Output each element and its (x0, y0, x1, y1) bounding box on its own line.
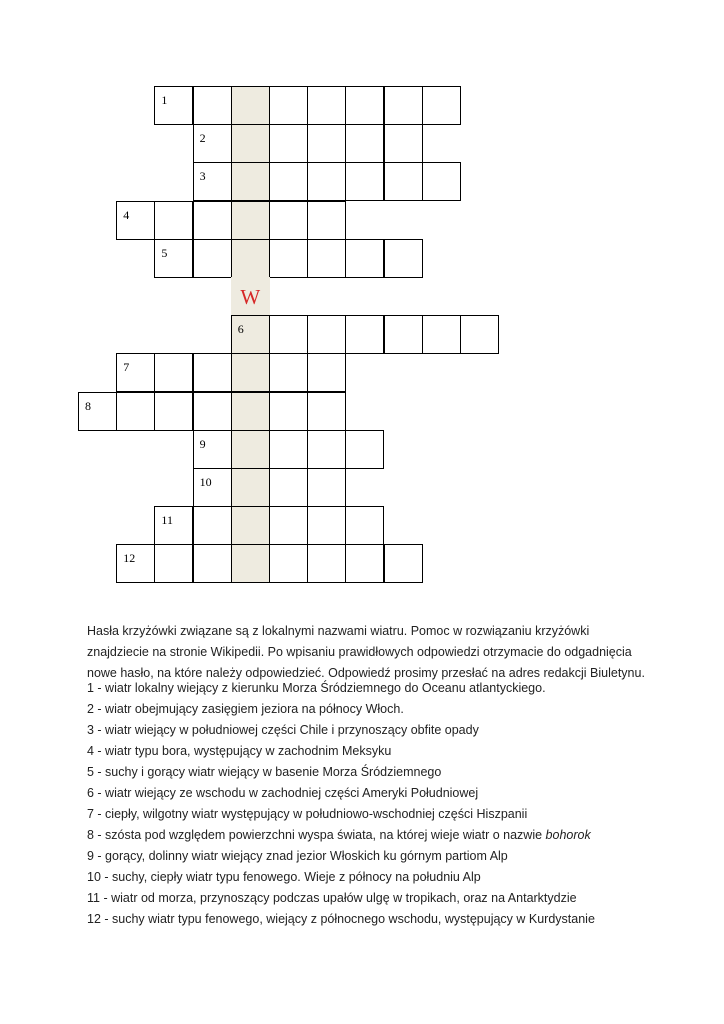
crossword-cell[interactable] (345, 315, 384, 354)
crossword-cell[interactable] (193, 353, 232, 392)
crossword-cell[interactable] (193, 392, 232, 431)
crossword-cell[interactable] (116, 201, 155, 240)
solution-cell[interactable] (231, 124, 270, 163)
solution-cell[interactable] (231, 353, 270, 392)
key-letter: W (240, 285, 261, 309)
crossword-cell[interactable] (307, 353, 346, 392)
crossword-cell[interactable] (307, 239, 346, 278)
crossword-cell[interactable] (193, 468, 232, 507)
crossword-cell[interactable] (422, 315, 461, 354)
crossword-cell[interactable] (345, 124, 384, 163)
clue-item (87, 825, 687, 846)
crossword-cell[interactable] (307, 468, 346, 507)
clue-italic-text: bohorok (545, 828, 591, 842)
crossword-cell[interactable] (116, 353, 155, 392)
crossword-cell[interactable] (154, 544, 193, 583)
crossword-cell[interactable] (269, 162, 308, 201)
crossword-cell[interactable] (154, 353, 193, 392)
crossword-cell[interactable] (269, 201, 308, 240)
crossword-cell[interactable] (269, 315, 308, 354)
crossword-cell[interactable] (269, 506, 308, 545)
crossword-cell[interactable] (193, 506, 232, 545)
crossword-cell[interactable] (307, 544, 346, 583)
solution-cell[interactable] (231, 277, 270, 316)
crossword-cell[interactable] (345, 239, 384, 278)
crossword-cell[interactable] (78, 392, 117, 431)
crossword-cell[interactable] (116, 544, 155, 583)
crossword-cell[interactable] (193, 239, 232, 278)
crossword-cell[interactable] (193, 430, 232, 469)
crossword-cell[interactable] (269, 544, 308, 583)
crossword-cell[interactable] (384, 239, 423, 278)
clue-item: 6 - wiatr wiejący ze wschodu w zachodniej części Ameryki Południowej (87, 786, 479, 800)
clue-number: 5 (161, 245, 168, 260)
crossword-cell[interactable] (422, 162, 461, 201)
crossword-cell[interactable] (193, 86, 232, 125)
solution-cell[interactable] (231, 430, 270, 469)
crossword-cell[interactable] (193, 162, 232, 201)
crossword-cell[interactable] (384, 124, 423, 163)
solution-cell[interactable] (231, 315, 270, 354)
crossword-cell[interactable] (307, 506, 346, 545)
crossword-cell[interactable] (269, 124, 308, 163)
crossword-cell[interactable] (307, 201, 346, 240)
crossword-cell[interactable] (307, 124, 346, 163)
clue-number: 6 (237, 322, 244, 337)
crossword-cell[interactable] (345, 430, 384, 469)
crossword-cell[interactable] (154, 239, 193, 278)
crossword-cell[interactable] (269, 430, 308, 469)
clue-item: 12 - suchy wiatr typu fenowego, wiejący z północnego wschodu, występujący w Kurdystanie (87, 912, 595, 926)
solution-cell[interactable] (231, 239, 270, 278)
solution-cell[interactable] (231, 392, 270, 431)
crossword-cell[interactable] (307, 315, 346, 354)
clue-item: 11 - wiatr od morza, przynoszący podczas upałów ulgę w tropikach, oraz na Antarktydzie (87, 891, 577, 905)
crossword-cell[interactable] (116, 392, 155, 431)
crossword-cell[interactable] (154, 506, 193, 545)
intro-text: Hasła krzyżówki związane są z lokalnymi nazwami wiatru. Pomoc w rozwiązaniu krzyżówki znajdziecie na stronie Wikipedii. Po wpisaniu prawidłowych odpowiedzi otrzymacie do odgadnięcia nowe hasło, na które należy odpowiedzieć. Odpowiedź prosimy przesłać na adres redakcji Biuletynu. (87, 623, 645, 680)
clue-item: 2 - wiatr obejmujący zasięgiem jeziora na północy Włoch. (87, 702, 404, 716)
clue-text: 8 - szósta pod względem powierzchni wyspa świata, na której wieje wiatr o nazwie (87, 828, 546, 842)
clue-list (87, 678, 687, 930)
clue-number: 12 (123, 551, 136, 566)
crossword-cell[interactable] (345, 544, 384, 583)
crossword-cell[interactable] (384, 86, 423, 125)
crossword-cell[interactable] (345, 162, 384, 201)
clue-number: 1 (161, 93, 168, 107)
crossword-cell[interactable] (345, 506, 384, 545)
clue-number: 2 (199, 131, 206, 146)
clue-item: 3 - wiatr wiejący w południowej części Chile i przynoszący obfite opady (87, 723, 479, 737)
clue-number: 4 (123, 207, 130, 222)
crossword-cell[interactable] (384, 162, 423, 201)
crossword-cell[interactable] (307, 430, 346, 469)
clue-number: 7 (123, 360, 130, 375)
solution-cell[interactable] (231, 86, 270, 125)
crossword-cell[interactable] (269, 392, 308, 431)
clue-item: 5 - suchy i gorący wiatr wiejący w basenie Morza Śródziemnego (87, 765, 442, 779)
crossword-cell[interactable] (154, 86, 193, 125)
clue-number: 10 (199, 475, 212, 489)
crossword-cell[interactable] (269, 239, 308, 278)
crossword-cell[interactable] (460, 315, 499, 354)
clue-item: 4 - wiatr typu bora, występujący w zachodnim Meksyku (87, 744, 392, 758)
crossword-cell[interactable] (193, 544, 232, 583)
clue-number: 8 (85, 398, 91, 413)
clue-number: 9 (199, 436, 206, 451)
solution-cell[interactable] (231, 544, 270, 583)
crossword-cell[interactable] (269, 468, 308, 507)
crossword-cell[interactable] (384, 544, 423, 583)
solution-cell[interactable] (231, 506, 270, 545)
clue-number: 11 (161, 513, 173, 528)
clue-item: 10 - suchy, ciepły wiatr typu fenowego. Wieje z północy na południu Alp (87, 870, 481, 884)
crossword-cell[interactable] (307, 162, 346, 201)
crossword-cell[interactable] (154, 201, 193, 240)
crossword-cell[interactable] (384, 315, 423, 354)
clue-number: 3 (199, 169, 206, 184)
clue-item: 9 - gorący, dolinny wiatr wiejący znad jezior Włoskich ku górnym partiom Alp (87, 849, 508, 863)
crossword-cell[interactable] (307, 392, 346, 431)
crossword-cell[interactable] (269, 86, 308, 125)
solution-cell[interactable] (231, 162, 270, 201)
crossword-cell[interactable] (307, 86, 346, 125)
crossword-cell[interactable] (269, 353, 308, 392)
crossword-cell[interactable] (193, 201, 232, 240)
crossword-cell[interactable] (422, 86, 461, 125)
crossword-cell[interactable] (154, 392, 193, 431)
solution-cell[interactable] (231, 201, 270, 240)
crossword-cell[interactable] (193, 124, 232, 163)
clue-item: 7 - ciepły, wilgotny wiatr występujący w południowo-wschodniej części Hiszpanii (87, 807, 528, 821)
crossword-cell[interactable] (345, 86, 384, 125)
clue-item: 1 - wiatr lokalny wiejący z kierunku Morza Śródziemnego do Oceanu atlantyckiego. (87, 681, 546, 695)
solution-cell[interactable] (231, 468, 270, 507)
